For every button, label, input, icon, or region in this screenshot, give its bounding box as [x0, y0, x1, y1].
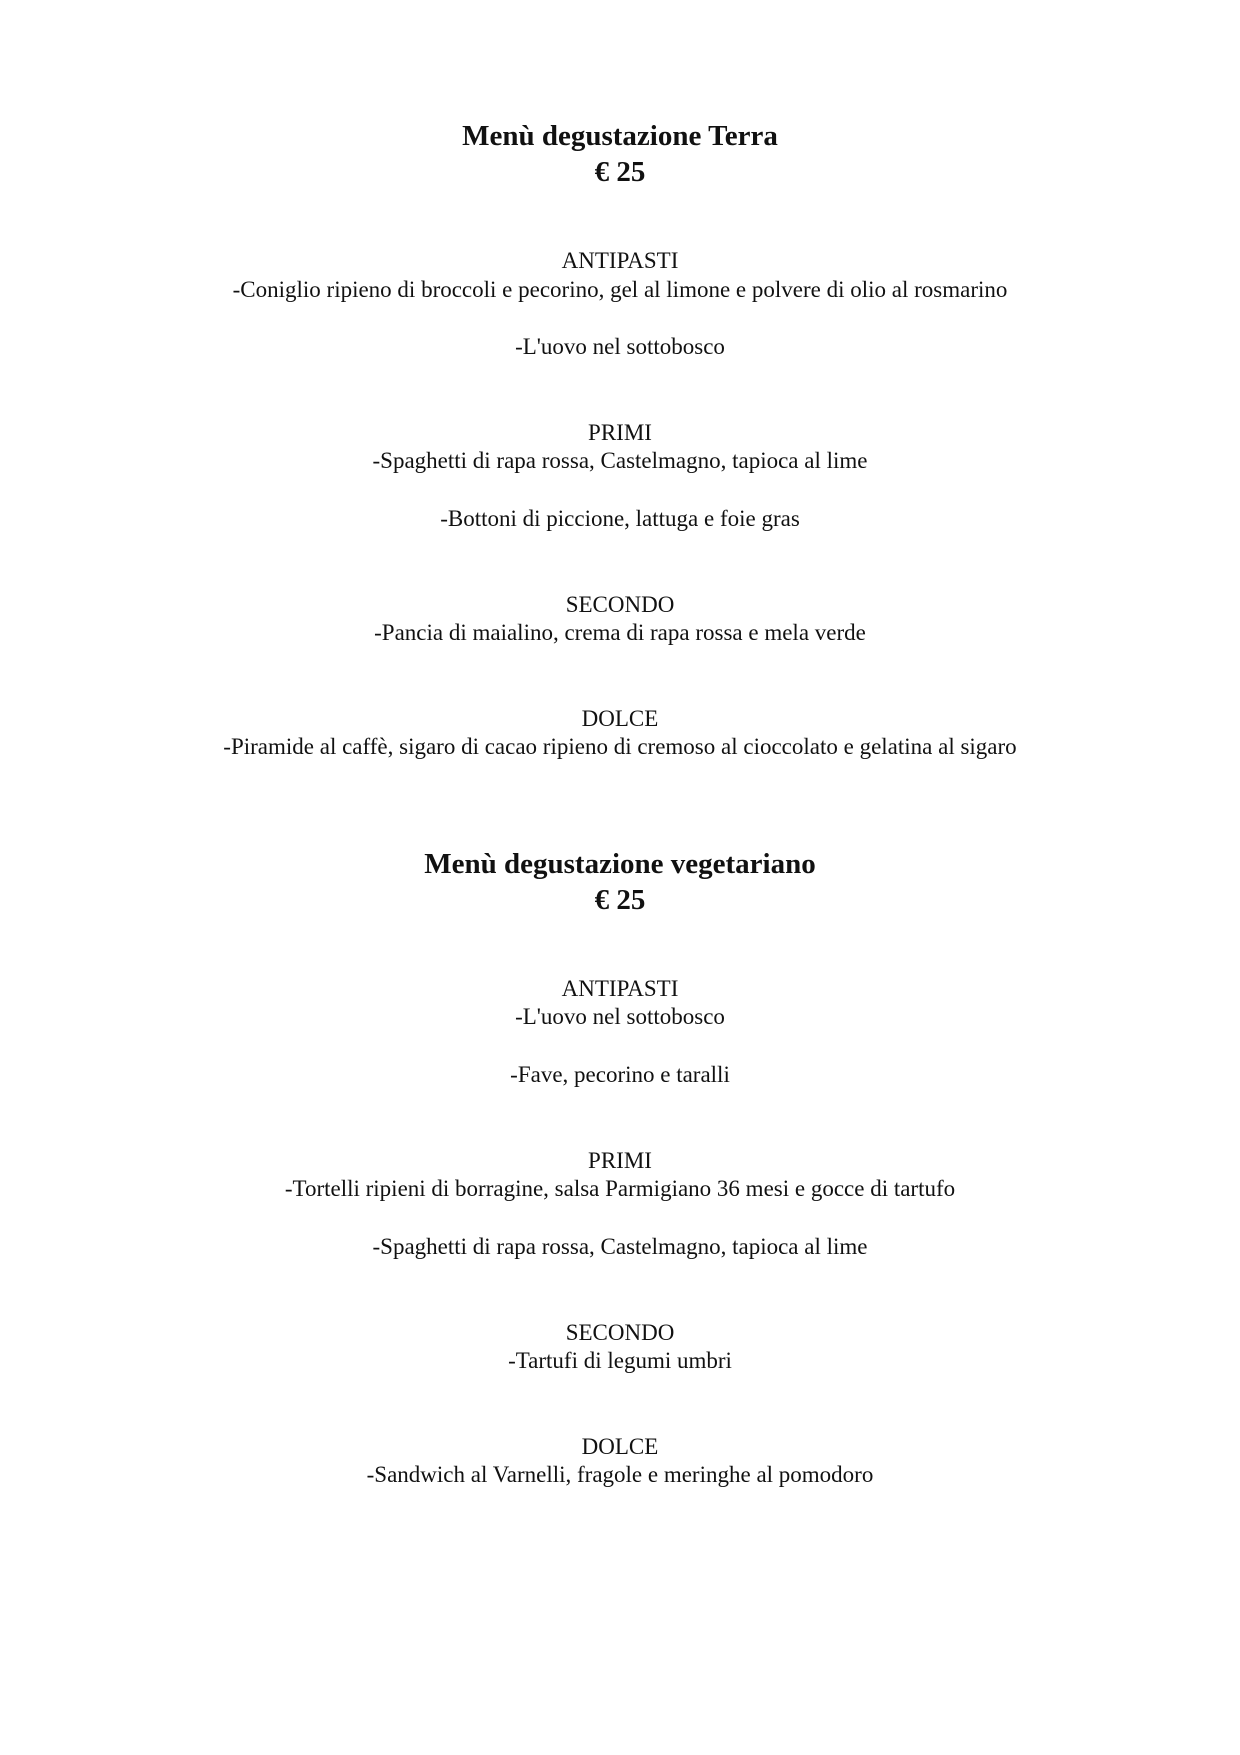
menu-item: -Pancia di maialino, crema di rapa rossa e mela verde: [374, 620, 866, 645]
menu-item: -Spaghetti di rapa rossa, Castelmagno, tapioca al lime: [372, 1234, 868, 1259]
menu-title-vegetariano: Menù degustazione vegetariano: [424, 848, 816, 880]
section-heading-secondo: SECONDO: [565, 592, 675, 617]
menu-item: -L'uovo nel sottobosco: [515, 334, 725, 359]
section-heading-dolce: DOLCE: [581, 1434, 659, 1459]
section-heading-secondo: SECONDO: [565, 1320, 675, 1345]
section-heading-primi: PRIMI: [588, 1148, 652, 1173]
menu-item: -Coniglio ripieno di broccoli e pecorino, gel al limone e polvere di olio al rosmarino: [232, 277, 1008, 302]
section-heading-primi: PRIMI: [588, 420, 652, 445]
menu-price-vegetariano: € 25: [594, 884, 646, 916]
menu-item: -Piramide al caffè, sigaro di cacao ripieno di cremoso al cioccolato e gelatina al sigaro: [223, 734, 1017, 759]
menu-title-terra: Menù degustazione Terra: [462, 120, 778, 152]
menu-item: -Fave, pecorino e taralli: [510, 1062, 730, 1087]
section-heading-dolce: DOLCE: [581, 706, 659, 731]
section-heading-antipasti: ANTIPASTI: [561, 976, 679, 1001]
menu-item: -Spaghetti di rapa rossa, Castelmagno, tapioca al lime: [372, 448, 868, 473]
menu-item: -L'uovo nel sottobosco: [515, 1004, 725, 1029]
menu-item: -Tortelli ripieni di borragine, salsa Parmigiano 36 mesi e gocce di tartufo: [284, 1176, 956, 1201]
menu-item: -Sandwich al Varnelli, fragole e meringhe al pomodoro: [366, 1462, 874, 1487]
section-heading-antipasti: ANTIPASTI: [561, 248, 679, 273]
menu-item: -Tartufi di legumi umbri: [508, 1348, 732, 1373]
menu-price-terra: € 25: [594, 156, 646, 188]
menu-item: -Bottoni di piccione, lattuga e foie gras: [440, 506, 800, 531]
